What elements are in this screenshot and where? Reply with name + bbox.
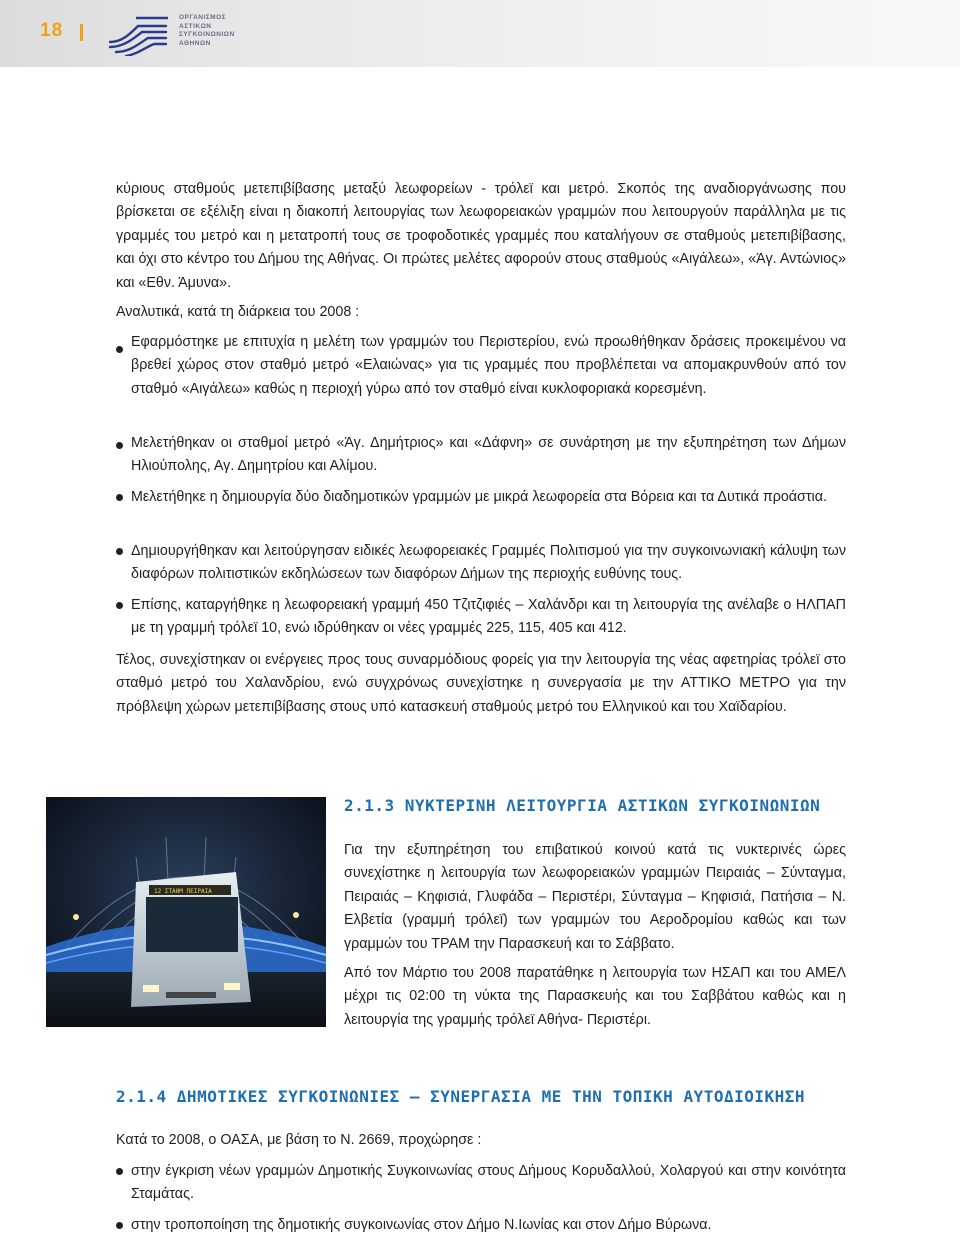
section-title-2-1-3: 2.1.3 ΝΥΚΤΕΡΙΝΗ ΛΕΙΤΟΥΡΓΙΑ ΑΣΤΙΚΩΝ ΣΥΓΚΟΙΝΩΝΙΩΝ: [344, 796, 821, 815]
bullet-icon: [116, 1168, 123, 1175]
oasa-logo-icon: [108, 12, 170, 56]
bullet-item: Δημιουργήθηκαν και λειτούργησαν ειδικές λεωφορειακές Γραμμές Πολιτισμού για την συγκοινωνιακή κάλυψη των διαφόρων πολιτιστικών εκδηλώσεων των διαφόρων Δήμων της περιοχής ευθύνης τους.: [131, 543, 846, 583]
org-name: [179, 14, 235, 48]
org-name-line: ΑΣΤΙΚΩΝ: [179, 22, 212, 30]
night-bus-photo: [46, 797, 326, 1027]
bullet-item: στην έγκριση νέων γραμμών Δημοτικής Συγκοινωνίας στους Δήμους Κορυδαλλού, Χολαργού και στην κοινότητα Σταμάτας.: [131, 1163, 846, 1203]
org-name-line: ΣΥΓΚΟΙΝΩΝΙΩΝ: [179, 31, 235, 39]
bullet-icon: [116, 1222, 123, 1229]
closing-paragraph: Τέλος, συνεχίστηκαν οι ενέργειες προς τους συναρμόδιους φορείς για την λειτουργία της νέας αφετηρίας τρόλεϊ στο σταθμό μετρό του Χαλανδρίου, ενώ συγχρόνως συνεχίστηκε η συνεργασία με την ΑΤΤΙΚΟ ΜΕΤΡΟ για την πρόβλεψη χώρων μετεπιβίβασης στους υπό κατασκευή σταθμούς μετρό του Ελληνικού και του Χαϊδαρίου.: [116, 652, 846, 715]
bullet-item: Επίσης, καταργήθηκε η λεωφορειακή γραμμή 450 Τζιτζιφιές – Χαλάνδρι και τη λειτουργία της ανέλαβε ο ΗΛΠΑΠ με τη γραμμή τρόλεϊ 10, ενώ ιδρύθηκαν οι νέες γραμμές 225, 115, 405 και 412.: [131, 597, 846, 637]
bus-destination-sign: 12 ΣΤΑΘΜ ΠΕΙΡΑΙΑ: [154, 888, 212, 895]
bullet-icon: [116, 346, 123, 353]
page-number: 18: [40, 20, 64, 41]
org-name-line: ΟΡΓΑΝΙΣΜΟΣ: [179, 14, 227, 21]
org-name-line: ΑΘΗΝΩΝ: [179, 39, 211, 47]
bullet-icon: [116, 602, 123, 609]
bullet-item: στην τροποποίηση της δημοτικής συγκοινωνίας στον Δήμο Ν.Ιωνίας και στον Δήμο Βύρωνα.: [131, 1217, 712, 1233]
bullet-item: Εφαρμόστηκε με επιτυχία η μελέτη των γραμμών του Περιστερίου, ενώ προωθήθηκαν δράσεις προκειμένου να βρεθεί χώρος στον σταθμό μετρό «Ελαιώνας» για τις γραμμές που προβλέπεται να απομακρυνθούν από τον σταθμό «Αιγάλεω» καθώς η περιοχή γύρω από τον σταθμό είναι κυκλοφοριακά κορεσμένη.: [131, 334, 846, 397]
section-214-lead: Κατά το 2008, ο ΟΑΣΑ, με βάση το Ν. 2669, προχώρησε :: [116, 1132, 482, 1148]
page-header: [0, 0, 960, 67]
intro-paragraph: κύριους σταθμούς μετεπιβίβασης μεταξύ λεωφορείων - τρόλεϊ και μετρό. Σκοπός της αναδιοργάνωσης που βρίσκεται σε εξέλιξη είναι η διακοπή λειτουργίας των λεωφορειακών γραμμών που λειτουργούν παράλληλα με τις γραμμές του μετρό και η μετατροπή τους σε τροφοδοτικές γραμμές που καταλήγουν σε σταθμούς μετεπιβίβασης, και όχι στο κέντρο του Δήμου της Αθήνας. Οι πρώτες μελέτες αφορούν στους σταθμούς «Αιγάλεω», «Άγ. Αντώνιος» και «Εθν. Άμυνα».: [116, 181, 846, 291]
bullet-item: Μελετήθηκε η δημιουργία δύο διαδημοτικών γραμμών με μικρά λεωφορεία στα Βόρεια και τα Δυτικά προάστια.: [131, 489, 827, 505]
bullet-icon: [116, 548, 123, 555]
page-number-divider: [80, 24, 83, 41]
section-213-paragraph-1: Για την εξυπηρέτηση του επιβατικού κοινού κατά τις νυκτερινές ώρες συνεχίστηκε η λειτουργία των λεωφορειακών γραμμών Πειραιάς – Σύνταγμα, Πειραιάς – Κηφισιά, Γλυφάδα – Περιστέρι, Σύνταγμα – Κηφισιά, Πατήσια – Ν. Ελβετία (γραμμή τρόλεϊ) των γραμμών του Αεροδρομίου καθώς και των γραμμών του ΤΡΑΜ την Παρασκευή και το Σάββατο.: [344, 842, 846, 952]
section-213-paragraph-2: Από τον Μάρτιο του 2008 παρατάθηκε η λειτουργία των ΗΣΑΠ και του ΑΜΕΛ μέχρι τις 02:00 τη νύκτα της Παρασκευής και του Σαββάτου καθώς και η λειτουργία της γραμμής τρόλεϊ Αθήνα- Περιστέρι.: [344, 965, 846, 1028]
bullet-icon: [116, 442, 123, 449]
bullet-icon: [116, 494, 123, 501]
section-title-2-1-4: 2.1.4 ΔΗΜΟΤΙΚΕΣ ΣΥΓΚΟΙΝΩΝΙΕΣ – ΣΥΝΕΡΓΑΣΙΑ ΜΕ ΤΗΝ ΤΟΠΙΚΗ ΑΥΤΟΔΙΟΙΚΗΣΗ: [116, 1087, 806, 1106]
bullet-item: Μελετήθηκαν οι σταθμοί μετρό «Άγ. Δημήτριος» και «Δάφνη» σε συνάρτηση με την εξυπηρέτηση των Δήμων Ηλιούπολης, Αγ. Δημητρίου και Αλίμου.: [131, 435, 846, 475]
intro-lead: Αναλυτικά, κατά τη διάρκεια του 2008 :: [116, 304, 360, 320]
